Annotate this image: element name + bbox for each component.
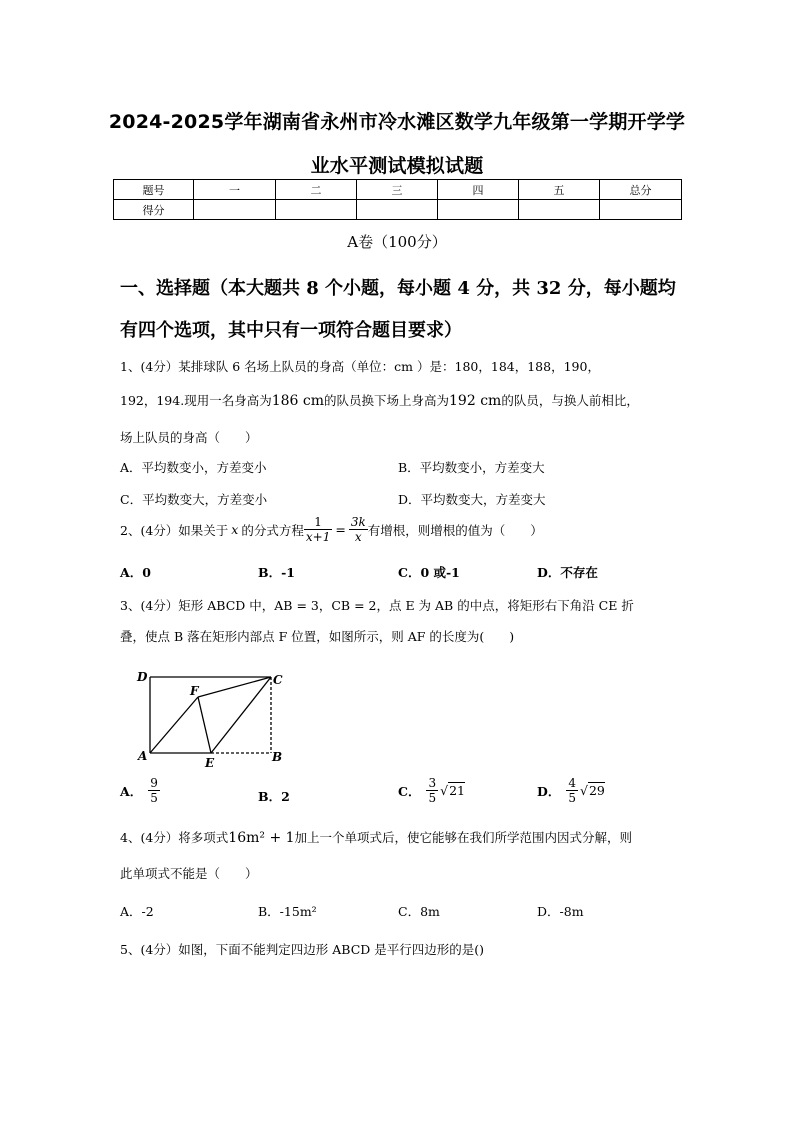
score-table-row — [114, 200, 682, 220]
q3-rectangle-figure — [130, 665, 300, 773]
q3-segment-fc — [198, 677, 271, 697]
q3-option-b[interactable]: B．2 — [258, 789, 290, 804]
q3-d-den: 5 — [568, 791, 576, 805]
page-title-line1: 2024-2025学年湖南省永州市冷水滩区数学九年级第一学期开学学 — [108, 111, 686, 133]
score-table-header-row — [114, 180, 682, 200]
q4-polynomial: 16m² + 1 — [228, 830, 295, 846]
score-header-cell: 五 — [519, 180, 600, 200]
q3-a-den: 5 — [150, 791, 158, 805]
q2-mid: 的分式方程 — [241, 522, 304, 538]
section1-heading-line1: 一、选择题（本大题共 8 个小题，每小题 4 分，共 32 分，每小题均 — [120, 278, 676, 299]
score-cell[interactable] — [600, 200, 682, 220]
q2-option-a[interactable]: A．0 — [120, 565, 151, 580]
q4-text-line1 — [120, 828, 632, 846]
q4-line1-part-b: 加上一个单项式后，使它能够在我们所学范围内因式分解，则 — [294, 830, 633, 845]
q4-option-b[interactable]: B．-15m² — [258, 904, 317, 919]
q3-label-a: A — [138, 749, 148, 763]
section-a-heading: A卷（100分） — [347, 233, 447, 251]
q1-text-line1: 1、(4分）某排球队 6 名场上队员的身高（单位：cm ）是：180，184，188，190， — [120, 359, 600, 374]
score-header-cell: 题号 — [114, 180, 194, 200]
q1-option-c[interactable]: C．平均数变大，方差变小 — [120, 492, 268, 507]
q1-line2-part-a: 192，194.现用一名身高为 — [120, 393, 272, 408]
q3-label-b: B — [272, 750, 283, 764]
q2-f1-num: 1 — [314, 515, 322, 529]
q4-option-c[interactable]: C．8m — [398, 904, 440, 919]
q1-option-b[interactable]: B．平均数变小，方差变大 — [398, 460, 545, 475]
q2-f1-den: x+1 — [305, 530, 331, 544]
q2-option-d[interactable]: D．不存在 — [537, 565, 598, 580]
q1-text-line3: 场上队员的身高（ ） — [120, 430, 258, 445]
score-table — [113, 179, 682, 220]
q1-height-old: 192 cm — [449, 393, 502, 409]
q1-line2-part-b: 的队员换下场上身高为 — [324, 393, 450, 408]
q1-option-d[interactable]: D．平均数变大，方差变大 — [398, 492, 546, 507]
q3-label-c: C — [273, 673, 283, 687]
q2-f2-num: 3k — [350, 515, 366, 529]
score-header-cell: 总分 — [600, 180, 682, 200]
score-cell[interactable] — [438, 200, 519, 220]
q3-c-num: 3 — [428, 776, 437, 790]
score-row-label: 得分 — [114, 200, 194, 220]
q4-text-line2: 此单项式不能是（ ） — [120, 866, 258, 881]
q2-post: 有增根，则增根的值为（ ） — [367, 522, 543, 538]
score-cell[interactable] — [519, 200, 600, 220]
q4-line1-part-a: 4、(4分）将多项式 — [120, 830, 229, 845]
q2-text — [120, 515, 543, 544]
q3-segment-fe — [198, 697, 211, 753]
q3-a-num: 9 — [150, 776, 158, 790]
score-header-cell: 四 — [438, 180, 519, 200]
score-header-cell: 一 — [194, 180, 276, 200]
q3-option-a-label: A． — [120, 783, 143, 799]
q3-c-radical: √21 — [440, 783, 465, 798]
q3-option-c-label: C． — [398, 783, 421, 799]
q2-var: x — [231, 522, 239, 537]
q2-equals: = — [335, 522, 346, 537]
page-title-line2: 业水平测试模拟试题 — [310, 155, 484, 177]
q3-option-d[interactable] — [537, 776, 605, 805]
q3-segment-af — [150, 697, 198, 753]
q3-d-radicand: 29 — [588, 783, 605, 798]
score-header-cell: 三 — [357, 180, 438, 200]
score-cell[interactable] — [357, 200, 438, 220]
q4-option-d[interactable]: D．-8m — [537, 904, 584, 919]
q3-option-c[interactable] — [398, 776, 465, 805]
q2-f2-den: x — [349, 529, 368, 544]
q3-option-a-fraction — [148, 776, 160, 805]
score-header-cell: 二 — [276, 180, 357, 200]
q3-option-d-label: D． — [537, 783, 561, 799]
q3-label-d: D — [137, 670, 148, 684]
q2-fraction-2 — [349, 515, 368, 544]
q4-option-a[interactable]: A．-2 — [120, 904, 154, 919]
q1-text-line2 — [120, 391, 639, 409]
q2-option-b[interactable]: B．-1 — [258, 565, 295, 580]
score-cell[interactable] — [194, 200, 276, 220]
score-cell[interactable] — [276, 200, 357, 220]
q3-text-line1: 3、(4分）矩形 ABCD 中，AB = 3，CB = 2，点 E 为 AB 的中点，将矩形右下角沿 CE 折 — [120, 598, 634, 613]
q3-text-line2: 叠，使点 B 落在矩形内部点 F 位置，如图所示，则 AF 的长度为( ) — [120, 629, 515, 644]
q3-segment-ec — [211, 677, 271, 753]
q1-option-a[interactable]: A．平均数变小，方差变小 — [120, 460, 267, 475]
q3-label-f: F — [190, 684, 199, 698]
q2-fraction-1 — [304, 515, 332, 544]
q1-line2-part-c: 的队员，与换人前相比， — [501, 393, 639, 408]
q3-d-radical: √29 — [579, 783, 605, 798]
q2-pre: 2、(4分）如果关于 — [120, 522, 229, 538]
q2-option-c[interactable]: C．0 或-1 — [398, 565, 460, 580]
q3-option-c-fraction — [426, 776, 438, 805]
q3-label-e: E — [205, 756, 215, 770]
q3-option-a[interactable] — [120, 776, 160, 805]
q5-text-line1: 5、(4分）如图，下面不能判定四边形 ABCD 是平行四边形的是() — [120, 942, 485, 957]
q1-height-new: 186 cm — [271, 393, 324, 409]
q3-d-num: 4 — [568, 776, 576, 790]
q3-c-den: 5 — [428, 791, 437, 805]
q3-option-d-fraction — [566, 776, 578, 805]
q3-c-radicand: 21 — [449, 783, 465, 798]
section1-heading-line2: 有四个选项，其中只有一项符合题目要求） — [120, 320, 462, 341]
